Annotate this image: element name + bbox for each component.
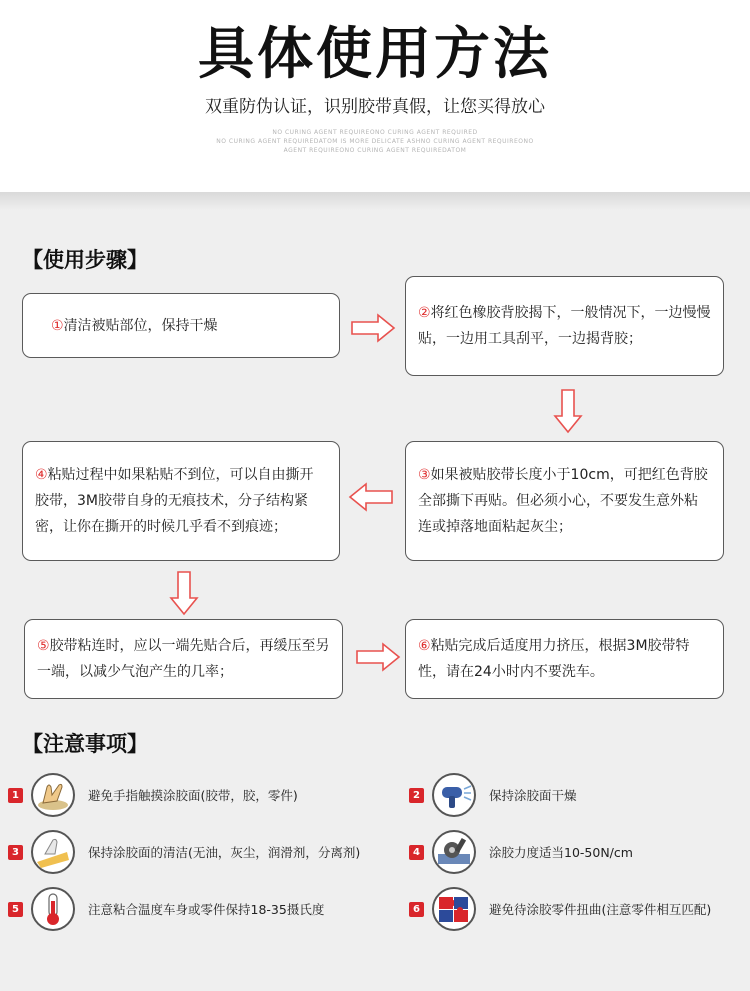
note-text-6: 避免待涂胶零件扭曲(注意零件相互匹配) [489, 902, 712, 917]
note-item-5 [8, 887, 324, 931]
note-item-1 [8, 773, 298, 817]
clean-surface-icon [31, 830, 75, 874]
note-text-3: 保持涂胶面的清洁(无油，灰尘，润滑剂，分离剂) [88, 845, 361, 860]
step-4-box [22, 441, 340, 561]
note-text-5: 注意粘合温度车身或零件保持18-35摄氏度 [88, 902, 325, 917]
step-4-number: ④ [35, 467, 48, 483]
arrow-left-icon [348, 481, 394, 513]
notes-section-title: 【注意事项】 [22, 732, 148, 756]
step-6-text: 粘贴完成后适度用力挤压，根据3M胶带特性，请在24小时内不要洗车。 [418, 638, 690, 680]
thermometer-icon [31, 887, 75, 931]
note-item-4 [409, 830, 633, 874]
note-badge-6: 6 [409, 902, 424, 917]
note-badge-3: 3 [8, 845, 23, 860]
note-item-3 [8, 830, 360, 874]
arrow-right-icon [355, 641, 401, 673]
watermark-line-3: AGENT REQUIREONO CURING AGENT REQUIREDATOM [283, 147, 467, 154]
watermark-line-2: NO CURING AGENT REQUIREDATOM IS MORE DELICATE ASHNO CURING AGENT REQUIREONO [216, 138, 534, 145]
step-1-text: 清洁被贴部位，保持干燥 [63, 317, 218, 334]
step-3-box [405, 441, 724, 561]
header-divider [0, 192, 750, 210]
step-2-number: ② [418, 305, 431, 321]
step-5-text: 胶带粘连时，应以一端先贴合后，再缓压至另一端，以减少气泡产生的几率； [37, 638, 330, 680]
steps-section-title: 【使用步骤】 [22, 248, 148, 272]
puzzle-icon [432, 887, 476, 931]
note-text-4: 涂胶力度适当10-50N/cm [489, 845, 633, 860]
step-5-box [24, 619, 343, 699]
step-2-text: 将红色橡胶背胶揭下，一般情况下，一边慢慢贴，一边用工具刮平，一边揭背胶； [418, 305, 711, 347]
note-badge-4: 4 [409, 845, 424, 860]
note-item-6 [409, 887, 711, 931]
step-1-box [22, 293, 340, 358]
page-subtitle: 双重防伪认证，识别胶带真假，让您买得放心 [205, 97, 545, 117]
hair-dryer-icon [432, 773, 476, 817]
step-1-number: ① [51, 317, 64, 334]
arrow-right-icon [350, 312, 396, 344]
note-badge-2: 2 [409, 788, 424, 803]
step-4-text: 粘贴过程中如果粘贴不到位，可以自由撕开胶带，3M胶带自身的无痕技术，分子结构紧密，让你在撕开的时候几乎看不到痕迹； [35, 467, 314, 535]
step-6-box [405, 619, 724, 699]
arrow-down-icon [168, 570, 200, 616]
step-3-text: 如果被贴胶带长度小于10cm，可把红色背胶全部撕下再贴。但必须小心，不要发生意外粘连或掉落地面粘起灰尘； [418, 467, 708, 535]
note-item-2 [409, 773, 577, 817]
step-6-number: ⑥ [418, 638, 431, 654]
note-text-2: 保持涂胶面干燥 [489, 788, 577, 803]
note-badge-5: 5 [8, 902, 23, 917]
arrow-down-icon [552, 388, 584, 434]
watermark-line-1: NO CURING AGENT REQUIREONO CURING AGENT REQUIRED [272, 129, 478, 136]
page-title: 具体使用方法 [198, 22, 552, 87]
note-badge-1: 1 [8, 788, 23, 803]
step-2-box [405, 276, 724, 376]
tape-roller-icon [432, 830, 476, 874]
note-text-1: 避免手指触摸涂胶面(胶带，胶，零件) [88, 788, 298, 803]
finger-touch-icon [31, 773, 75, 817]
step-3-number: ③ [418, 467, 431, 483]
step-5-number: ⑤ [37, 638, 50, 654]
